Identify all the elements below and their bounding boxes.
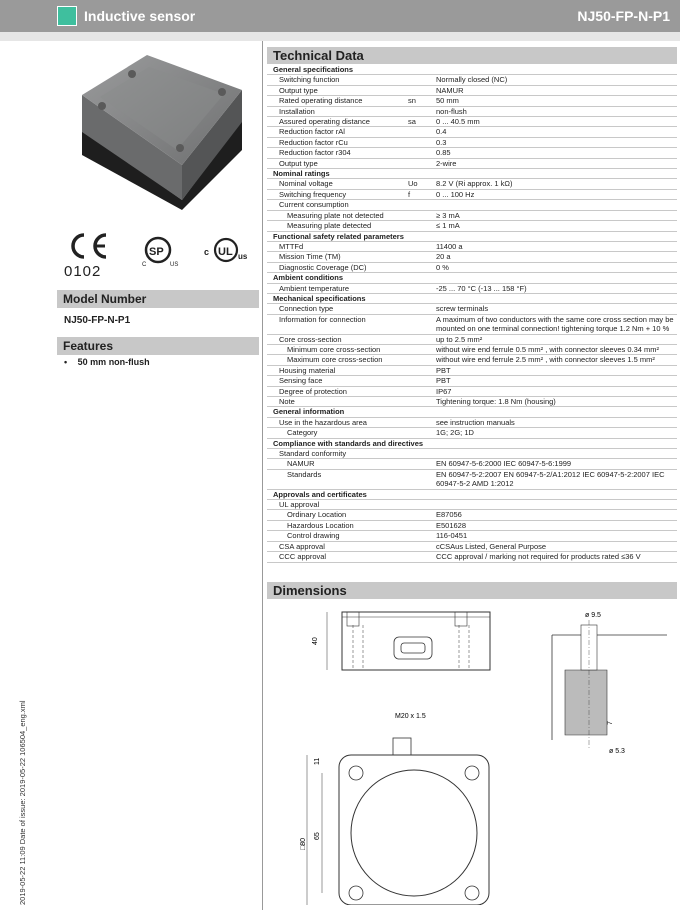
dim-9-5-label: ø 9.5 bbox=[585, 612, 601, 619]
column-divider bbox=[262, 41, 263, 910]
tech-section-title: Approvals and certificates bbox=[273, 489, 367, 499]
tech-label: Hazardous Location bbox=[287, 520, 354, 530]
tech-row bbox=[267, 96, 677, 106]
tech-value bbox=[436, 500, 677, 509]
tech-section-header bbox=[267, 439, 677, 449]
tech-label: Installation bbox=[279, 106, 315, 116]
dimension-drawing bbox=[267, 605, 677, 905]
tech-row bbox=[267, 179, 677, 189]
tech-row bbox=[267, 263, 677, 273]
tech-row bbox=[267, 459, 677, 469]
tech-row bbox=[267, 127, 677, 137]
tech-value bbox=[436, 449, 677, 458]
tech-row bbox=[267, 284, 677, 294]
tech-label: Rated operating distance bbox=[279, 96, 363, 106]
tech-section-header bbox=[267, 169, 677, 179]
tech-value: Normally closed (NC) bbox=[436, 75, 508, 85]
dim-m20-label: M20 x 1.5 bbox=[395, 713, 426, 720]
tech-section-title: Compliance with standards and directives bbox=[273, 438, 424, 448]
tech-row bbox=[267, 252, 677, 262]
tech-row bbox=[267, 221, 677, 231]
ce-notified-body-number: 0102 bbox=[64, 263, 102, 280]
tech-section-title: General specifications bbox=[273, 65, 354, 74]
tech-section-title: Mechanical specifications bbox=[273, 293, 366, 303]
issue-date-note: 2019-05-22 11:09 Date of issue: 2019-05-22 106504_eng.xml bbox=[18, 700, 27, 905]
tech-value: 1G; 2G; 1D bbox=[436, 428, 474, 438]
svg-text:c: c bbox=[204, 247, 210, 257]
tech-row bbox=[267, 521, 677, 531]
tech-row bbox=[267, 75, 677, 85]
tech-value: 0.85 bbox=[436, 148, 451, 158]
tech-value: EN 60947-5-2:2007 EN 60947-5-2/A1:2012 IEC 60947-5-2:2007 IEC 60947-5-2 AMD 1:2012 bbox=[436, 469, 665, 489]
tech-section-header bbox=[267, 65, 677, 75]
tech-label: Ambient temperature bbox=[279, 283, 350, 293]
tech-label: MTTFd bbox=[279, 241, 304, 251]
model-number-value: NJ50-FP-N-P1 bbox=[64, 315, 131, 326]
tech-row bbox=[267, 552, 677, 562]
page-header bbox=[0, 0, 680, 32]
tech-row bbox=[267, 148, 677, 158]
tech-value: cCSAus Listed, General Purpose bbox=[436, 541, 547, 551]
tech-value: PBT bbox=[436, 376, 451, 386]
tech-label: Current consumption bbox=[279, 200, 349, 210]
dimensions-heading: Dimensions bbox=[267, 582, 677, 599]
tech-label: Sensing face bbox=[279, 376, 323, 386]
tech-label: Nominal voltage bbox=[279, 179, 333, 189]
product-photo bbox=[72, 50, 252, 210]
header-model-number: NJ50-FP-N-P1 bbox=[577, 8, 670, 24]
tech-label: Output type bbox=[279, 158, 318, 168]
tech-section-header bbox=[267, 294, 677, 304]
tech-value: E87056 bbox=[436, 510, 462, 520]
tech-value: 0.3 bbox=[436, 137, 447, 147]
tech-row bbox=[267, 200, 677, 210]
tech-label: CCC approval bbox=[279, 552, 327, 562]
dim-65-label: 65 bbox=[314, 832, 321, 840]
tech-label: Control drawing bbox=[287, 531, 340, 541]
tech-value: 0 ... 100 Hz bbox=[436, 189, 475, 199]
tech-value: see instruction manuals bbox=[436, 417, 515, 427]
tech-value: ≤ 1 mA bbox=[436, 221, 460, 231]
tech-row bbox=[267, 470, 677, 490]
tech-label: Housing material bbox=[279, 365, 336, 375]
dim-7-label: 7 bbox=[607, 721, 614, 725]
csa-us-mark: US bbox=[170, 262, 179, 268]
csa-mark bbox=[140, 236, 180, 273]
tech-label: Standard conformity bbox=[279, 449, 347, 459]
tech-row bbox=[267, 107, 677, 117]
ul-logo-icon bbox=[204, 236, 254, 266]
tech-row bbox=[267, 449, 677, 459]
technical-data-table bbox=[267, 65, 677, 563]
tech-symbol: sn bbox=[408, 96, 416, 106]
tech-label: Diagnostic Coverage (DC) bbox=[279, 262, 367, 272]
tech-row bbox=[267, 345, 677, 355]
svg-text:SP: SP bbox=[149, 246, 164, 258]
tech-value: 8.2 V (Ri approx. 1 kΩ) bbox=[436, 179, 513, 189]
tech-value bbox=[436, 200, 677, 209]
tech-row bbox=[267, 86, 677, 96]
dim-11-label: 11 bbox=[314, 757, 321, 765]
tech-symbol: sa bbox=[408, 117, 416, 127]
header-strip bbox=[0, 32, 680, 41]
tech-row bbox=[267, 159, 677, 169]
ul-mark bbox=[204, 236, 254, 271]
tech-section-title: General information bbox=[273, 407, 345, 417]
product-category-title: Inductive sensor bbox=[84, 8, 196, 24]
tech-section-title: Ambient conditions bbox=[273, 273, 343, 283]
tech-row bbox=[267, 355, 677, 365]
ce-mark bbox=[64, 232, 114, 280]
tech-label: UL approval bbox=[279, 500, 320, 510]
tech-section-header bbox=[267, 273, 677, 283]
tech-label: Minimum core cross-section bbox=[287, 344, 381, 354]
tech-section-header bbox=[267, 232, 677, 242]
tech-value: PBT bbox=[436, 365, 451, 375]
tech-value: NAMUR bbox=[436, 85, 464, 95]
tech-value: without wire end ferrule 0.5 mm² , with connector sleeves 0.34 mm² bbox=[436, 344, 660, 354]
tech-row bbox=[267, 138, 677, 148]
tech-section-title: Nominal ratings bbox=[273, 169, 330, 179]
feature-text: 50 mm non-flush bbox=[77, 357, 150, 367]
tech-value: without wire end ferrule 2.5 mm² , with connector sleeves 1.5 mm² bbox=[436, 355, 655, 365]
tech-label: Mission Time (TM) bbox=[279, 252, 341, 262]
tech-value: Tightening torque: 1.8 Nm (housing) bbox=[436, 397, 556, 406]
tech-label: Standards bbox=[287, 469, 322, 479]
ce-logo-icon bbox=[64, 232, 114, 260]
tech-row bbox=[267, 510, 677, 520]
tech-label: Connection type bbox=[279, 304, 334, 314]
tech-label: Output type bbox=[279, 85, 318, 95]
tech-row bbox=[267, 397, 677, 407]
tech-value: up to 2.5 mm² bbox=[436, 334, 483, 344]
tech-value: EN 60947-5-6:2000 IEC 60947-5-6:1999 bbox=[436, 459, 572, 469]
tech-label: Switching frequency bbox=[279, 189, 347, 199]
tech-row bbox=[267, 542, 677, 552]
tech-row bbox=[267, 242, 677, 252]
tech-label: CSA approval bbox=[279, 541, 325, 551]
tech-row bbox=[267, 117, 677, 127]
features-heading: Features bbox=[57, 337, 259, 355]
tech-value: non-flush bbox=[436, 106, 467, 116]
svg-text:UL: UL bbox=[218, 246, 233, 258]
dim-80-label: □80 bbox=[300, 837, 307, 850]
tech-row bbox=[267, 531, 677, 541]
tech-value: 116-0451 bbox=[436, 531, 468, 541]
tech-value: A maximum of two conductors with the same core cross section may be mounted on one terminal connection! tightening torque 1.2 Nm + 10 % bbox=[436, 314, 674, 334]
tech-value: 50 mm bbox=[436, 96, 459, 106]
tech-value: 20 a bbox=[436, 252, 451, 262]
tech-section-title: Functional safety related parameters bbox=[273, 231, 404, 241]
tech-symbol: f bbox=[408, 189, 411, 199]
tech-label: Reduction factor rAl bbox=[279, 127, 345, 137]
tech-section-header bbox=[267, 407, 677, 417]
model-number-heading: Model Number bbox=[57, 290, 259, 308]
tech-row bbox=[267, 387, 677, 397]
feature-item bbox=[64, 357, 150, 367]
tech-row bbox=[267, 428, 677, 438]
tech-row bbox=[267, 190, 677, 200]
tech-label: Information for connection bbox=[279, 314, 366, 324]
tech-label: NAMUR bbox=[287, 459, 315, 469]
tech-row bbox=[267, 304, 677, 314]
bullet-icon: • bbox=[64, 357, 68, 367]
tech-label: Measuring plate not detected bbox=[287, 210, 384, 220]
tech-label: Maximum core cross-section bbox=[287, 355, 383, 365]
tech-symbol: Uo bbox=[408, 179, 418, 189]
tech-value: 0 % bbox=[436, 262, 449, 272]
tech-value: 2-wire bbox=[436, 158, 457, 168]
tech-label: Use in the hazardous area bbox=[279, 417, 367, 427]
dim-40-label: 40 bbox=[312, 637, 319, 645]
tech-row bbox=[267, 418, 677, 428]
csa-c-mark: C bbox=[142, 262, 147, 268]
tech-value: 0 ... 40.5 mm bbox=[436, 117, 480, 127]
tech-row bbox=[267, 211, 677, 221]
tech-row bbox=[267, 335, 677, 345]
tech-label: Degree of protection bbox=[279, 386, 347, 396]
tech-label: Switching function bbox=[279, 75, 340, 85]
tech-label: Measuring plate detected bbox=[287, 221, 372, 231]
tech-label: Core cross-section bbox=[279, 334, 342, 344]
tech-value: screw terminals bbox=[436, 304, 489, 314]
tech-value: IP67 bbox=[436, 386, 452, 396]
brand-square-icon bbox=[57, 6, 77, 26]
tech-value: ≥ 3 mA bbox=[436, 210, 460, 220]
technical-data-heading: Technical Data bbox=[267, 47, 677, 64]
svg-text:us: us bbox=[238, 252, 248, 261]
tech-value: CCC approval / marking not required for products rated ≤36 V bbox=[436, 552, 641, 562]
tech-label: Ordinary Location bbox=[287, 510, 347, 520]
tech-label: Category bbox=[287, 428, 318, 438]
tech-row bbox=[267, 366, 677, 376]
tech-value: 0.4 bbox=[436, 127, 447, 137]
tech-section-header bbox=[267, 490, 677, 500]
tech-label: Note bbox=[279, 397, 295, 406]
dim-5-3-label: ø 5.3 bbox=[609, 748, 625, 755]
tech-value: -25 ... 70 °C (-13 ... 158 °F) bbox=[436, 283, 527, 293]
tech-row bbox=[267, 500, 677, 510]
tech-label: Assured operating distance bbox=[279, 117, 370, 127]
tech-row bbox=[267, 376, 677, 386]
tech-label: Reduction factor r304 bbox=[279, 148, 351, 158]
tech-label: Reduction factor rCu bbox=[279, 137, 348, 147]
tech-value: 11400 a bbox=[436, 241, 463, 251]
tech-row bbox=[267, 315, 677, 335]
tech-value: E501628 bbox=[436, 520, 467, 530]
